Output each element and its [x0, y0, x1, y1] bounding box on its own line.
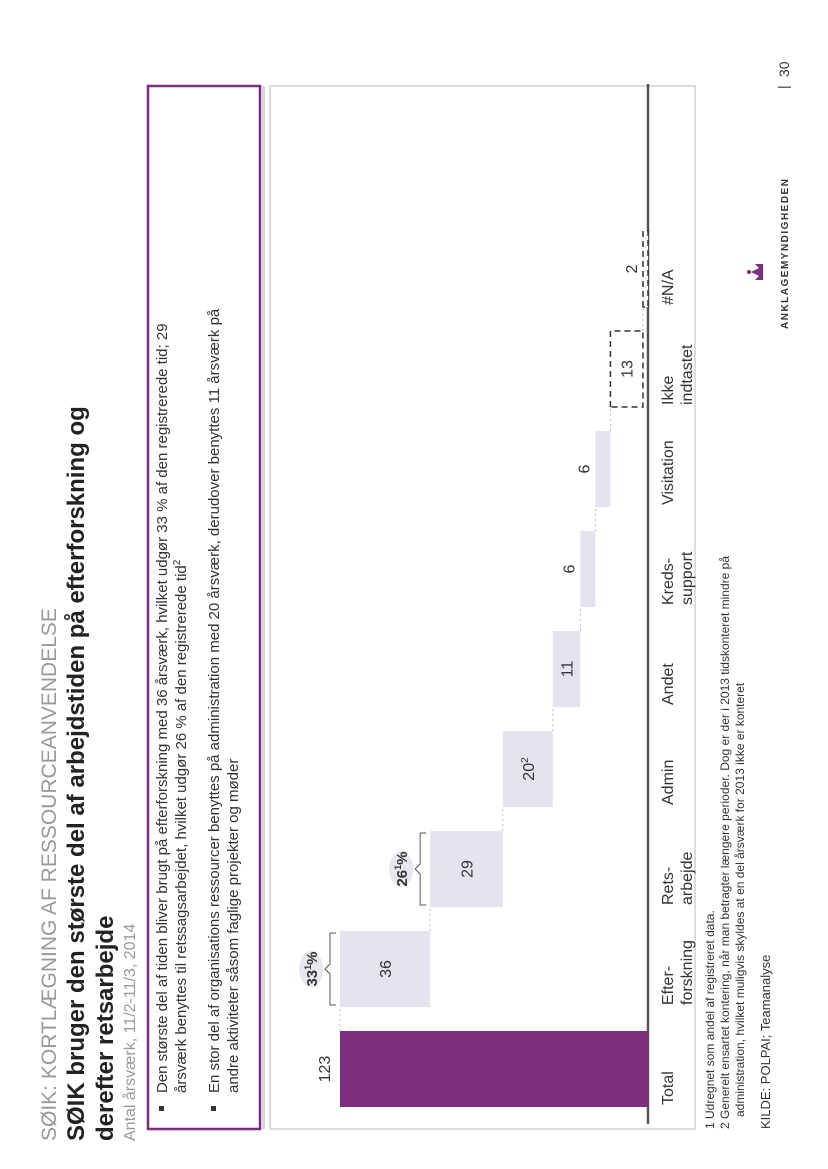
bullet-2-line-1: En stor del af organisations ressourcer benyttes på administration med 20 årsværk, derudover benyttes 11 årsværk på	[206, 308, 223, 1093]
bar-value-text-0: 123	[317, 1055, 334, 1083]
bar-value-label-4	[560, 661, 577, 678]
percent-superscript-1: 1	[393, 864, 404, 870]
bar-8	[643, 231, 648, 307]
bar-5	[580, 531, 595, 607]
bar-value-text-4: 11	[559, 660, 577, 678]
section-kicker: SØIK: KORTLÆGNING AF RESSOURCEANVENDELSE	[38, 608, 61, 1141]
footnote-1: 1 Udregnet som andel af registreret data.	[703, 910, 717, 1129]
category-label-1: Efter-	[660, 965, 677, 1005]
percent-bracket-1	[415, 833, 426, 905]
percent-bracket-0	[325, 933, 336, 1005]
bullet-marker	[211, 1106, 216, 1111]
logo-text: ANKLAGEMYNDIGHEDEN	[780, 177, 791, 329]
bar-value-label-1	[378, 960, 395, 978]
percent-unit-0: %	[304, 951, 321, 965]
waterfall-chart	[299, 84, 696, 1124]
category-label-5-line-1: support	[679, 551, 696, 605]
bar-value-label-6	[576, 464, 593, 473]
page-title: SØIK bruger den største del af arbejdstiden på efterforskning og	[63, 406, 90, 1141]
bar-value-label-0	[317, 1056, 334, 1083]
bar-value-text-5: 6	[561, 564, 579, 574]
bar-0	[340, 1031, 648, 1107]
category-label-8: #N/A	[660, 269, 677, 305]
percent-superscript-0: 1	[303, 964, 313, 970]
percent-unit-1: %	[394, 851, 412, 865]
category-label-4: Andet	[660, 663, 677, 705]
bar-value-label-5	[561, 564, 578, 573]
bullet-marker	[159, 1106, 164, 1111]
callout-box-shadow	[262, 86, 265, 1129]
percent-value-1: 26	[394, 869, 412, 887]
footnote-2-line-2: administration, hvilket muligvis skyldes at en del årsværk for 2013 ikke er konteret	[733, 682, 747, 1117]
page-title-line2: derefter retsarbejde	[92, 915, 119, 1141]
category-label-7-line-1: indtastet	[679, 344, 696, 405]
category-label-7: Ikke	[660, 375, 677, 405]
bar-value-text-2: 29	[459, 860, 477, 878]
crown-icon	[747, 264, 763, 280]
bar-value-text-1: 36	[378, 960, 396, 978]
bar-value-text-3: 20	[520, 762, 538, 781]
bullet-1-line-2	[172, 559, 190, 1093]
footnote-2-line-1: 2 Generelt ensartet kontering, når man betragter længere perioder. Dog er der i 2013 tidskonteret mindre på	[718, 556, 732, 1129]
category-label-1-line-1: forskning	[679, 940, 696, 1005]
category-label-2-line-1: arbejde	[679, 851, 696, 905]
page-number: 30	[776, 61, 792, 77]
bar-value-text-8: 2	[623, 264, 641, 274]
category-label-0: Total	[660, 1071, 677, 1105]
category-label-5: Kreds-	[660, 557, 677, 605]
chart-subtitle: Antal årsværk, 11/2-11/3, 2014	[122, 923, 139, 1141]
category-label-2: Rets-	[660, 866, 677, 905]
slide	[38, 61, 792, 1141]
bar-value-label-8	[624, 264, 641, 273]
bar-value-superscript-3: 2	[519, 757, 531, 763]
source-note: KILDE: POLPAI; Teamanalyse	[758, 954, 773, 1129]
bullet-1-line-2-text: årsværk benyttes til retssagsarbejdet, hvilket udgør 26 % af den registrerede tid	[173, 565, 190, 1093]
category-label-6: Visitation	[660, 440, 677, 505]
bullet-1-line-1: Den største del af tiden bliver brugt på efterforskning med 36 årsværk, hvilket udgør 33 % af den registrerede tid; 29	[154, 323, 171, 1093]
bar-value-label-2	[459, 860, 476, 878]
bar-value-text-7: 13	[619, 360, 637, 378]
bar-value-label-7	[620, 360, 637, 378]
bar-value-text-6: 6	[576, 464, 594, 474]
chart-frame	[270, 86, 695, 1129]
page-number-divider: |	[775, 85, 791, 89]
bullet-1-superscript: 2	[172, 559, 183, 566]
percent-value-0: 33	[304, 969, 321, 987]
bullet-2-line-2: andre aktiviteter såsom faglige projekter og møder	[225, 758, 242, 1093]
bar-6	[595, 431, 610, 507]
category-label-3: Admin	[660, 759, 677, 805]
